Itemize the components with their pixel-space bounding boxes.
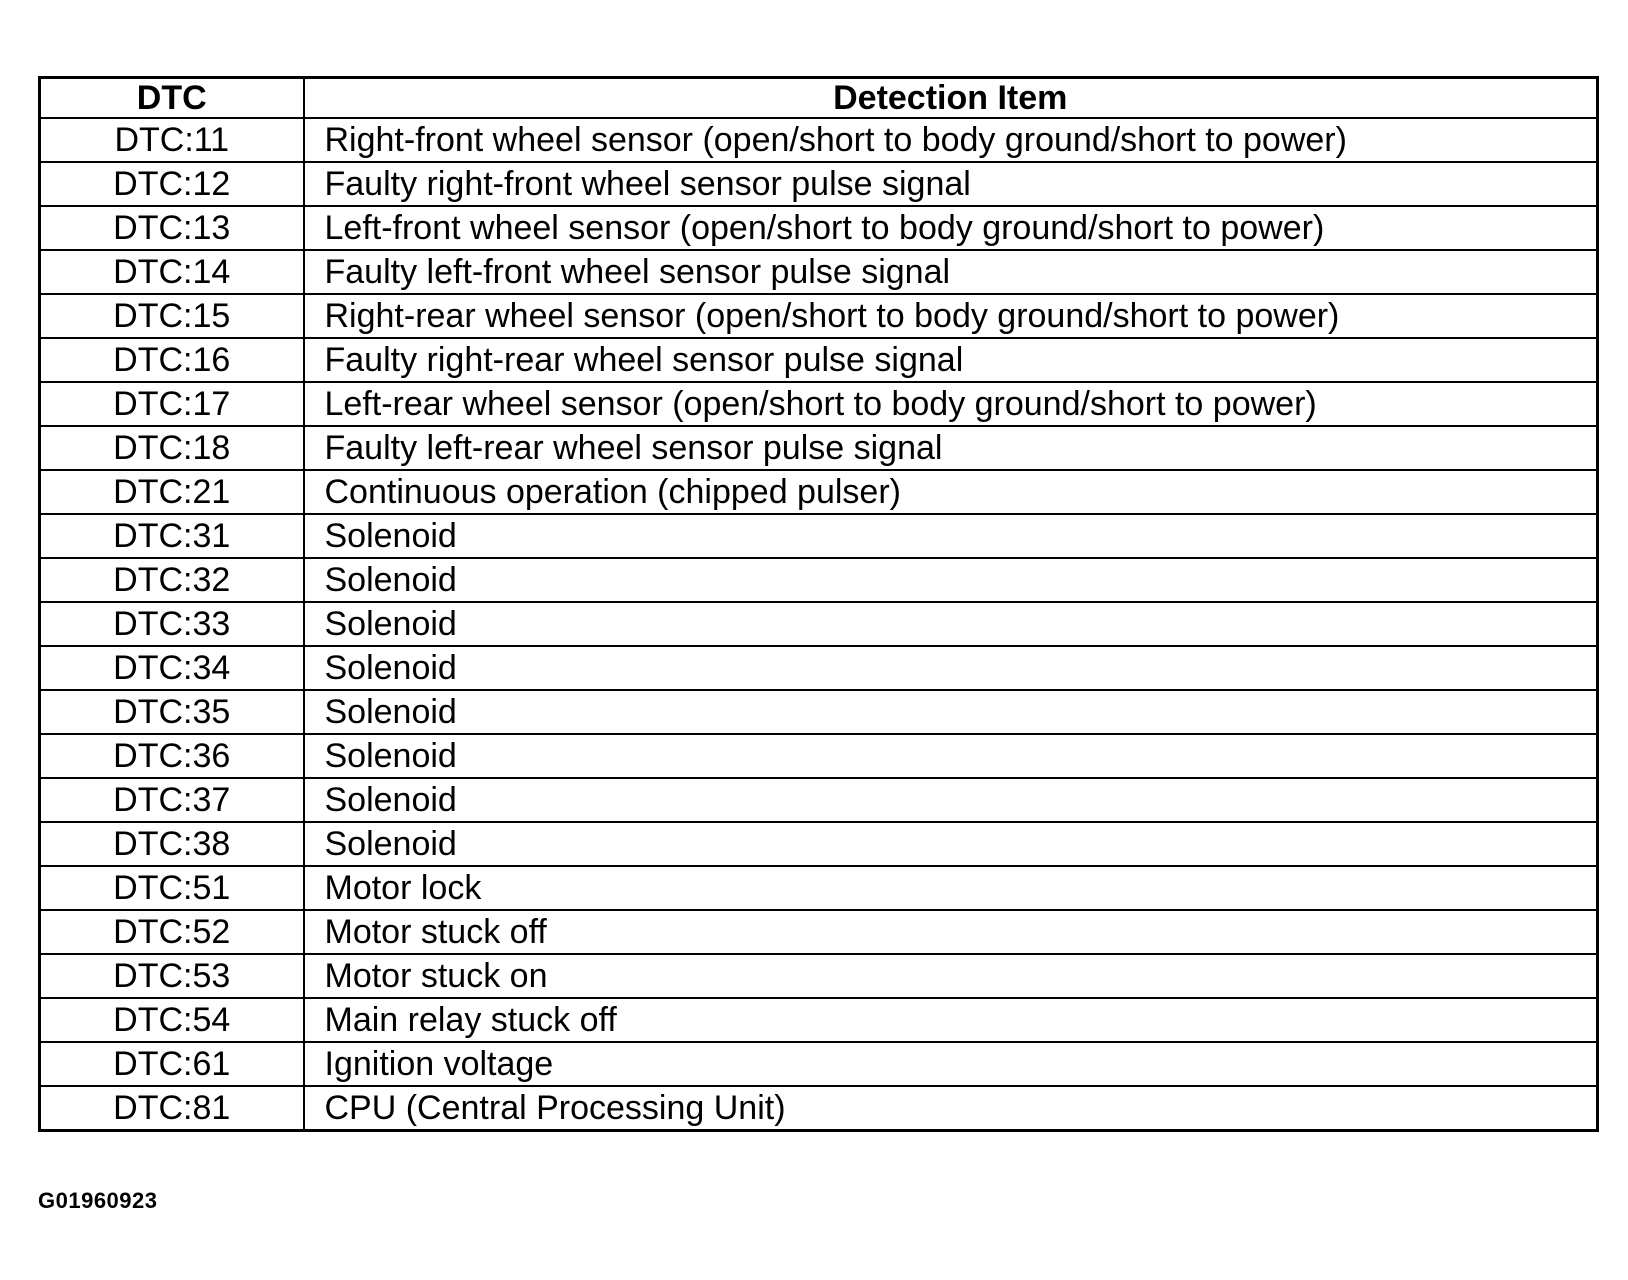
table-row — [40, 954, 1598, 998]
detection-item-cell: Motor stuck on — [304, 954, 1598, 998]
dtc-code-cell: DTC:15 — [40, 294, 304, 338]
detection-item-cell: Left-rear wheel sensor (open/short to body ground/short to power) — [304, 382, 1598, 426]
detection-item-cell: Solenoid — [304, 778, 1598, 822]
dtc-table — [38, 76, 1599, 1132]
header-dtc: DTC — [40, 78, 304, 119]
detection-item-cell: Motor lock — [304, 866, 1598, 910]
dtc-code-cell: DTC:54 — [40, 998, 304, 1042]
dtc-code-cell: DTC:37 — [40, 778, 304, 822]
dtc-code-cell: DTC:52 — [40, 910, 304, 954]
table-row — [40, 338, 1598, 382]
dtc-code-cell: DTC:32 — [40, 558, 304, 602]
detection-item-cell: Faulty right-rear wheel sensor pulse signal — [304, 338, 1598, 382]
detection-item-cell: Solenoid — [304, 514, 1598, 558]
table-row — [40, 250, 1598, 294]
detection-item-cell: Solenoid — [304, 690, 1598, 734]
table-row — [40, 470, 1598, 514]
table-row — [40, 118, 1598, 162]
table-row — [40, 558, 1598, 602]
table-row — [40, 998, 1598, 1042]
table-row — [40, 690, 1598, 734]
detection-item-cell: Continuous operation (chipped pulser) — [304, 470, 1598, 514]
table-body — [40, 118, 1598, 1131]
detection-item-cell: Faulty left-front wheel sensor pulse signal — [304, 250, 1598, 294]
table-row — [40, 426, 1598, 470]
dtc-code-cell: DTC:16 — [40, 338, 304, 382]
table-row — [40, 1042, 1598, 1086]
detection-item-cell: Solenoid — [304, 558, 1598, 602]
table-row — [40, 734, 1598, 778]
detection-item-cell: Faulty right-front wheel sensor pulse signal — [304, 162, 1598, 206]
dtc-code-cell: DTC:13 — [40, 206, 304, 250]
table-header-row — [40, 78, 1598, 119]
dtc-code-cell: DTC:18 — [40, 426, 304, 470]
detection-item-cell: CPU (Central Processing Unit) — [304, 1086, 1598, 1131]
detection-item-cell: Motor stuck off — [304, 910, 1598, 954]
dtc-code-cell: DTC:38 — [40, 822, 304, 866]
dtc-code-cell: DTC:14 — [40, 250, 304, 294]
table-row — [40, 162, 1598, 206]
figure-id: G01960923 — [38, 1188, 158, 1213]
detection-item-cell: Left-front wheel sensor (open/short to body ground/short to power) — [304, 206, 1598, 250]
dtc-code-cell: DTC:31 — [40, 514, 304, 558]
detection-item-cell: Solenoid — [304, 602, 1598, 646]
dtc-code-cell: DTC:17 — [40, 382, 304, 426]
table-row — [40, 910, 1598, 954]
table-row — [40, 646, 1598, 690]
dtc-code-cell: DTC:36 — [40, 734, 304, 778]
table-row — [40, 206, 1598, 250]
detection-item-cell: Right-rear wheel sensor (open/short to body ground/short to power) — [304, 294, 1598, 338]
dtc-code-cell: DTC:12 — [40, 162, 304, 206]
dtc-code-cell: DTC:53 — [40, 954, 304, 998]
table-row — [40, 294, 1598, 338]
dtc-code-cell: DTC:51 — [40, 866, 304, 910]
table-row — [40, 1086, 1598, 1131]
table-row — [40, 822, 1598, 866]
table-row — [40, 778, 1598, 822]
dtc-code-cell: DTC:35 — [40, 690, 304, 734]
detection-item-cell: Right-front wheel sensor (open/short to body ground/short to power) — [304, 118, 1598, 162]
detection-item-cell: Solenoid — [304, 734, 1598, 778]
table-row — [40, 602, 1598, 646]
table-row — [40, 382, 1598, 426]
detection-item-cell: Ignition voltage — [304, 1042, 1598, 1086]
detection-item-cell: Solenoid — [304, 646, 1598, 690]
dtc-code-cell: DTC:11 — [40, 118, 304, 162]
header-detection-item: Detection Item — [304, 78, 1598, 119]
table-row — [40, 514, 1598, 558]
dtc-code-cell: DTC:61 — [40, 1042, 304, 1086]
dtc-code-cell: DTC:81 — [40, 1086, 304, 1131]
detection-item-cell: Main relay stuck off — [304, 998, 1598, 1042]
dtc-code-cell: DTC:34 — [40, 646, 304, 690]
detection-item-cell: Faulty left-rear wheel sensor pulse signal — [304, 426, 1598, 470]
dtc-code-cell: DTC:21 — [40, 470, 304, 514]
detection-item-cell: Solenoid — [304, 822, 1598, 866]
dtc-code-cell: DTC:33 — [40, 602, 304, 646]
table-row — [40, 866, 1598, 910]
